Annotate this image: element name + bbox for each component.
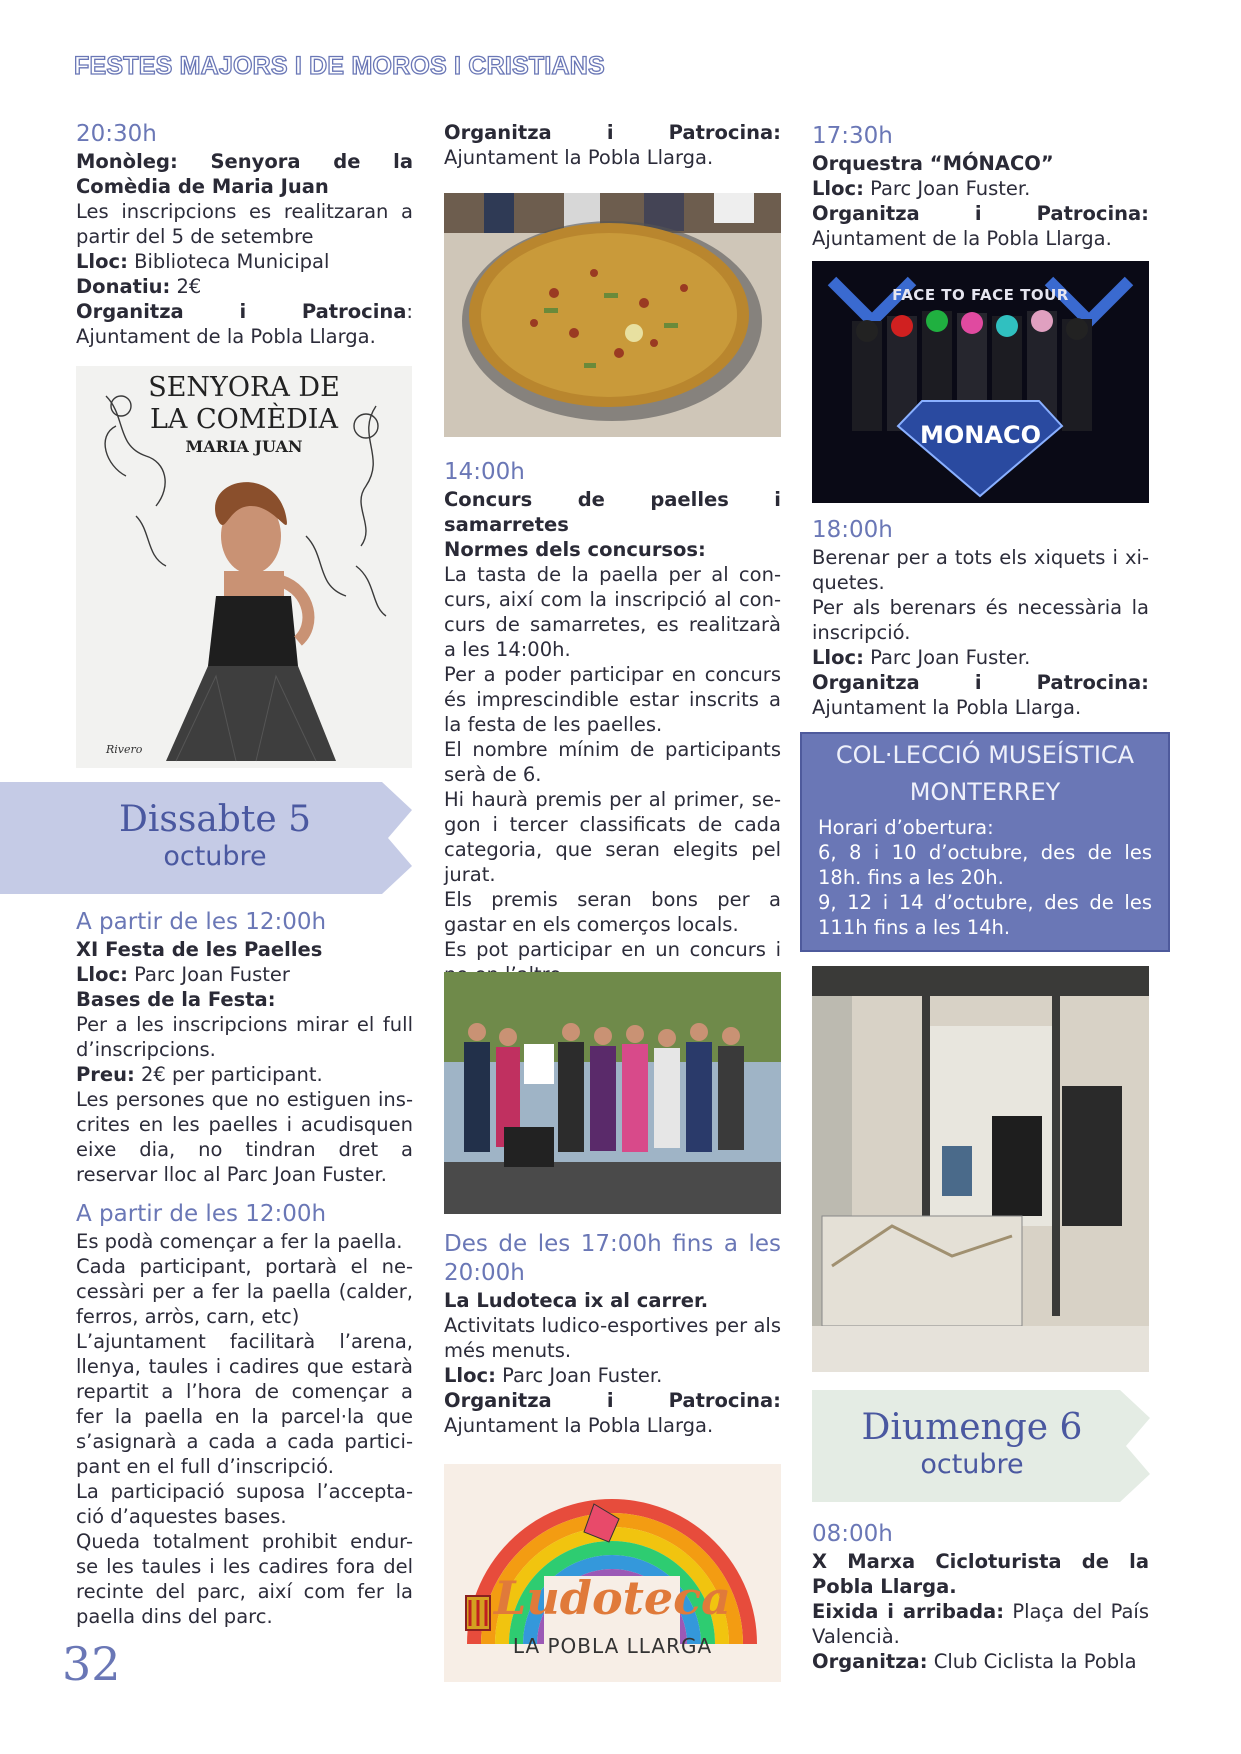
organizer-value: Ajuntament la Pobla Llarga.: [444, 146, 714, 169]
day-name: Dissabte 5: [119, 799, 311, 840]
organizer-value: Ajuntament de la Pobla Llarga.: [812, 227, 1112, 250]
event-text: La participació suposa l’acceptació d’aquestes bases.: [76, 1480, 413, 1528]
event-ludoteca: [444, 1230, 781, 1438]
event-text: Els premis seran bons per a gastar en els comerços locals.: [444, 888, 781, 936]
museum-art: [812, 966, 1149, 1372]
logo-word: Ludoteca: [494, 1571, 731, 1625]
organizer-label: Organitza i Patrocina:: [812, 202, 1149, 225]
place-label: Lloc:: [76, 250, 128, 273]
event-text: Les persones que no estiguen inscrites en les paelles i acudisquen eixe dia, no tindran dret a reservar lloc al Parc Joan Fuster.: [76, 1088, 413, 1186]
place-label: Lloc:: [812, 646, 864, 669]
paella-photo: [444, 193, 781, 437]
poster-author: MARIA JUAN: [185, 437, 303, 456]
event-text: Es podà començar a fer la paella.: [76, 1230, 403, 1253]
event-time: 18:00h: [812, 517, 893, 543]
event-time: 17:30h: [812, 123, 893, 149]
event-title: Orquestra “MÓNACO”: [812, 152, 1054, 175]
organizer-value: Ajuntament la Pobla Llarga.: [444, 1414, 714, 1437]
event-time: 20:30h: [76, 121, 157, 147]
place-value: Parc Joan Fuster.: [863, 646, 1031, 669]
event-time: 14:00h: [444, 459, 525, 485]
ludoteca-logo: [444, 1464, 781, 1682]
event-text: Hi haurà premis per al primer, segon i tercer classificats de cada categoria, que seran elegits pel jurat.: [444, 788, 781, 886]
place-value: Biblioteca Municipal: [127, 250, 330, 273]
group-photo: [444, 972, 781, 1214]
organizer-value: Club Ciclista la Pobla: [927, 1650, 1137, 1673]
event-orchestra: [812, 122, 1149, 251]
museum-photo: [812, 966, 1149, 1372]
event-text: Cada participant, portarà el necessàri per a fer la paella (calder, ferros, arròs, carn, etc): [76, 1255, 413, 1328]
day-name: Diumenge 6: [861, 1407, 1083, 1448]
event-text: Per a poder participar en concurs és imprescindible estar inscrits a la festa de les paelles.: [444, 663, 781, 736]
event-text: L’ajuntament facilitarà l’arena, llenya, taules i cadires que estarà repartit a l’hora de començar a fer la paella en la parcel·la que s’asignarà a cada a cada participant en el full d’inscripció.: [76, 1330, 413, 1478]
event-text: Per als berenars és necessària la inscripció.: [812, 596, 1149, 644]
event-text: La tasta de la paella per al concurs, així com la inscripció al concurs de samarretes, es realitzarà a les 14:00h.: [444, 563, 781, 661]
place-value: Parc Joan Fuster: [127, 963, 290, 986]
event-title: Concurs de paelles i samarretes: [444, 488, 781, 536]
running-header: FESTES MAJORS I DE MOROS I CRISTIANS: [74, 52, 605, 80]
event-text: Per a les inscripcions mirar el full d’inscripcions.: [76, 1013, 413, 1061]
place-label: Lloc:: [444, 1364, 496, 1387]
paella-art: [444, 193, 781, 437]
event-text: Berenar per a tots els xiquets i xiquetes.: [812, 546, 1149, 594]
event-time: 08:00h: [812, 1521, 893, 1547]
day-month: octubre: [920, 1449, 1024, 1480]
poster-title-line2: LA COMÈDIA: [150, 404, 338, 435]
group-art: [444, 972, 781, 1214]
museum-hours-line: 6, 8 i 10 d’octubre, des de les 18h. fins a les 20h.: [818, 841, 1152, 889]
event-title: XI Festa de les Paelles: [76, 938, 323, 961]
place-value: Parc Joan Fuster.: [495, 1364, 663, 1387]
band-logo: MONACO: [920, 421, 1041, 449]
museum-title-line2: MONTERREY: [909, 778, 1061, 806]
monaco-band-photo: [812, 261, 1149, 503]
event-text: Les inscripcions es realitzaran a partir del 5 de setembre: [76, 200, 413, 248]
place-label: Lloc:: [812, 177, 864, 200]
event-snack: [812, 516, 1149, 720]
organizer-value: : Ajuntament de la Pobla Llarga.: [76, 300, 413, 348]
event-paella-cooking: [76, 1200, 413, 1629]
event-subtitle: Normes dels concursos:: [444, 538, 706, 561]
event-text: Activitats ludico-esportives per als més menuts.: [444, 1314, 781, 1362]
page-number: 32: [62, 1637, 121, 1691]
event-cycling: [812, 1520, 1149, 1674]
event-time: Des de les 17:00h fins a les 20:00h: [444, 1231, 781, 1286]
event-title: X Marxa Cicloturista de la Pobla Llarga.: [812, 1550, 1149, 1598]
organizer-continued: [444, 120, 781, 170]
poster-title: [76, 372, 412, 458]
place-label: Lloc:: [76, 963, 128, 986]
museum-box: [800, 732, 1170, 952]
organizer-label: Organitza i Patrocina:: [444, 121, 781, 144]
event-monologue: [76, 120, 413, 349]
organizer-label: Organitza i Patrocina:: [812, 671, 1149, 694]
band-tour: FACE TO FACE TOUR: [892, 286, 1069, 304]
organizer-label: Organitza i Patrocina: [76, 300, 407, 323]
price-value: 2€ per participant.: [134, 1063, 323, 1086]
place-value: Parc Joan Fuster.: [863, 177, 1031, 200]
event-title: La Ludoteca ix al carrer.: [444, 1289, 709, 1312]
event-title: Monòleg: Senyora de la Comèdia de Maria Juan: [76, 150, 413, 198]
poster-title-line1: SENYORA DE: [148, 372, 340, 403]
museum-title-line1: COL·LECCIÓ MUSEÍSTICA: [835, 741, 1135, 769]
organizer-value: Ajuntament la Pobla Llarga.: [812, 696, 1082, 719]
start-label: Eixida i arribada:: [812, 1600, 1005, 1623]
start-value: Plaça del País Valencià.: [812, 1600, 1149, 1648]
event-contests: [444, 458, 781, 987]
day-banner-saturday: [0, 782, 412, 894]
logo-subtitle: LA POBLA LLARGA: [512, 1634, 713, 1658]
organizer-label: Organitza i Patrocina:: [444, 1389, 781, 1412]
monologue-poster: [76, 366, 412, 768]
event-time: A partir de les 12:00h: [76, 909, 327, 935]
museum-hours-label: Horari d’obertura:: [818, 816, 994, 839]
day-banner-sunday: [812, 1390, 1150, 1502]
event-paella-festival: [76, 908, 413, 1187]
event-text: Queda totalment prohibit endur-se les taules i les cadires fora del recinte del parc, així com fer la paella dins del parc.: [76, 1530, 413, 1628]
poster-signature: Rivero: [106, 743, 143, 756]
price-label: Preu:: [76, 1063, 135, 1086]
event-text: Es pot participar en un concurs i: [444, 938, 781, 961]
donation-label: Donatiu:: [76, 275, 171, 298]
bases-label: Bases de la Festa:: [76, 988, 276, 1011]
event-text: El nombre mínim de participants serà de 6.: [444, 738, 781, 786]
event-time: A partir de les 12:00h: [76, 1201, 327, 1227]
organizer-label: Organitza:: [812, 1650, 928, 1673]
donation-value: 2€: [170, 275, 202, 298]
day-month: octubre: [163, 841, 267, 872]
museum-hours-line: 9, 12 i 14 d’octubre, des de les 111h fins a les 14h.: [818, 891, 1152, 939]
